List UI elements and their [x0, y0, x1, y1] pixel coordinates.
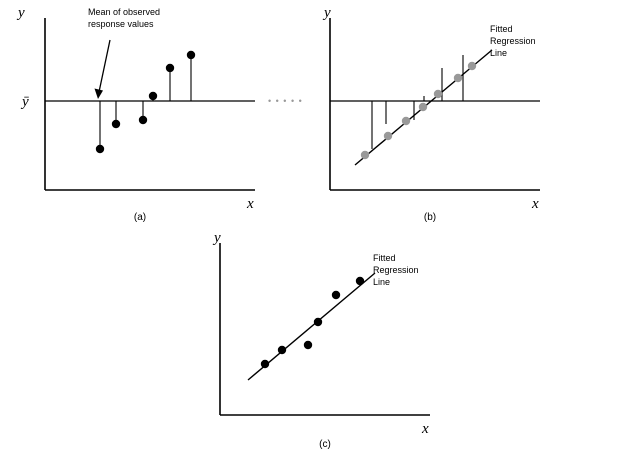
panel-b-regression-label-line1: Fitted — [490, 24, 513, 34]
panel-a — [0, 0, 300, 225]
panel-b-x-axis-label: x — [532, 196, 539, 212]
panel-separator-dots: • • • • • — [268, 96, 303, 106]
panel-b-y-axis-label: y — [324, 5, 331, 21]
panel-c-y-axis-label: y — [214, 230, 221, 246]
mean-annotation-arrow-icon — [95, 40, 111, 99]
panel-a-x-axis-label: x — [247, 196, 254, 212]
panel-c-data-points — [261, 277, 364, 368]
panel-c-caption: (c) — [319, 439, 331, 450]
panel-b-regression-label-line3: Line — [490, 48, 508, 58]
panel-a-mean-line-label: ȳ — [22, 94, 29, 110]
panel-c-regression-label-line2: Regression — [373, 265, 419, 275]
panel-a-y-axis-label: y — [18, 5, 25, 21]
mean-annotation-line2: response values — [88, 19, 154, 29]
panel-c-x-axis-label: x — [422, 421, 429, 437]
panel-c — [170, 225, 470, 459]
mean-annotation-line1: Mean of observed — [88, 7, 161, 17]
panel-c-regression-label-line3: Line — [373, 277, 391, 287]
panel-b — [310, 0, 610, 225]
panel-a-data-points — [96, 51, 195, 153]
panel-b-caption: (b) — [423, 212, 437, 223]
panel-a-deviation-stems — [100, 55, 191, 149]
panel-c-regression-label-line1: Fitted — [373, 253, 396, 263]
panel-b-fitted-points — [361, 62, 476, 159]
panel-b-regression-label-line2: Regression — [490, 36, 536, 46]
panel-a-caption: (a) — [133, 212, 147, 223]
